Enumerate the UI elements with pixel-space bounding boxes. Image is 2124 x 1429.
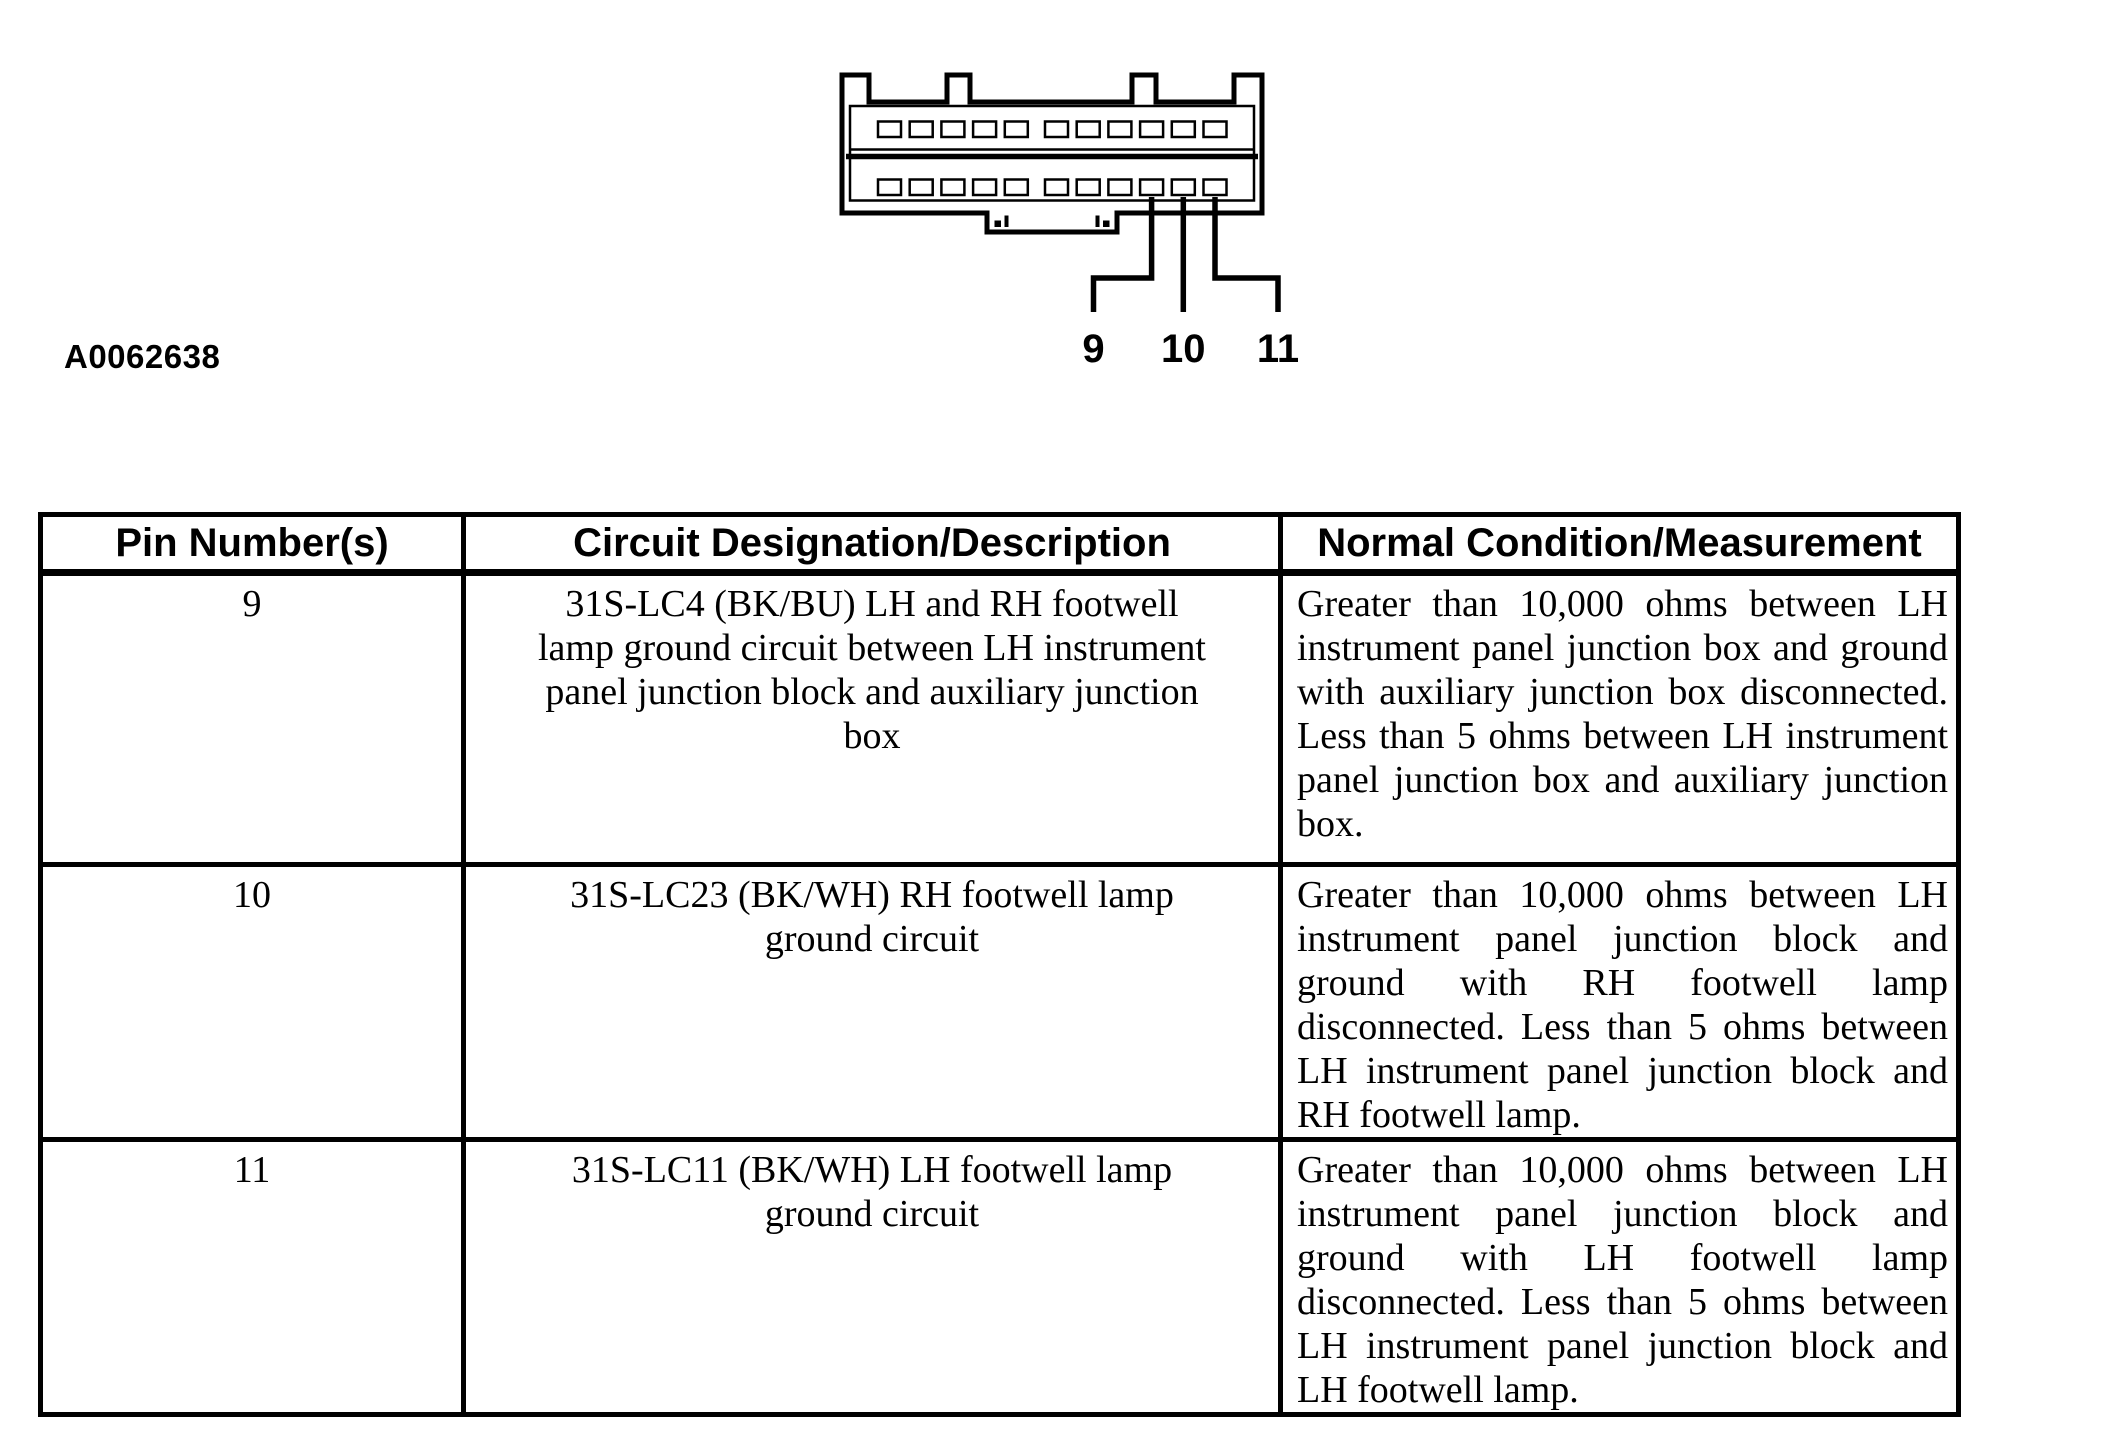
table-header-row bbox=[41, 515, 1959, 573]
normal-condition-cell: Greater than 10,000 ohms between LH instrument panel junction block and ground with RH footwell lamp disconnected. Less than 5 ohms between LH instrument panel junction block and RH footwell lamp. bbox=[1281, 865, 1959, 1140]
circuit-description-cell: 31S-LC4 (BK/BU) LH and RH footwell lamp ground circuit between LH instrument panel junction block and auxiliary junction box bbox=[464, 573, 1281, 865]
normal-condition-cell: Greater than 10,000 ohms between LH instrument panel junction box and ground with auxiliary junction box disconnected. Less than 5 ohms between LH instrument panel junction box and auxiliary junction box. bbox=[1281, 573, 1959, 865]
circuit-description-cell: 31S-LC11 (BK/WH) LH footwell lamp ground circuit bbox=[464, 1140, 1281, 1415]
pin-10-label: 10 bbox=[1161, 327, 1206, 370]
table-row-pin-9 bbox=[41, 573, 1959, 865]
pin-9-label: 9 bbox=[1082, 327, 1105, 370]
connector-outer-shell bbox=[842, 75, 1262, 232]
connector-pin-row-bottom bbox=[878, 180, 1227, 196]
pin-number-cell: 9 bbox=[41, 573, 464, 865]
pin-number-cell: 11 bbox=[41, 1140, 464, 1415]
connector-drawing bbox=[838, 60, 1308, 370]
header-normal-condition: Normal Condition/Measurement bbox=[1281, 515, 1959, 573]
table-row-pin-11 bbox=[41, 1140, 1959, 1415]
pin-11-label: 11 bbox=[1256, 327, 1300, 370]
header-circuit-designation: Circuit Designation/Description bbox=[464, 515, 1281, 573]
figure-code-label: A0062638 bbox=[64, 338, 221, 375]
connector-pin-row-top bbox=[878, 122, 1227, 138]
connector-diagram bbox=[838, 60, 1308, 370]
circuit-description-cell: 31S-LC23 (BK/WH) RH footwell lamp ground circuit bbox=[464, 865, 1281, 1140]
pin-number-cell: 10 bbox=[41, 865, 464, 1140]
table-row-pin-10 bbox=[41, 865, 1959, 1140]
pin-spec-table bbox=[38, 512, 1961, 1417]
normal-condition-cell: Greater than 10,000 ohms between LH instrument panel junction block and ground with LH footwell lamp disconnected. Less than 5 ohms between LH instrument panel junction block and LH footwell lamp. bbox=[1281, 1140, 1959, 1415]
header-pin-numbers: Pin Number(s) bbox=[41, 515, 464, 573]
